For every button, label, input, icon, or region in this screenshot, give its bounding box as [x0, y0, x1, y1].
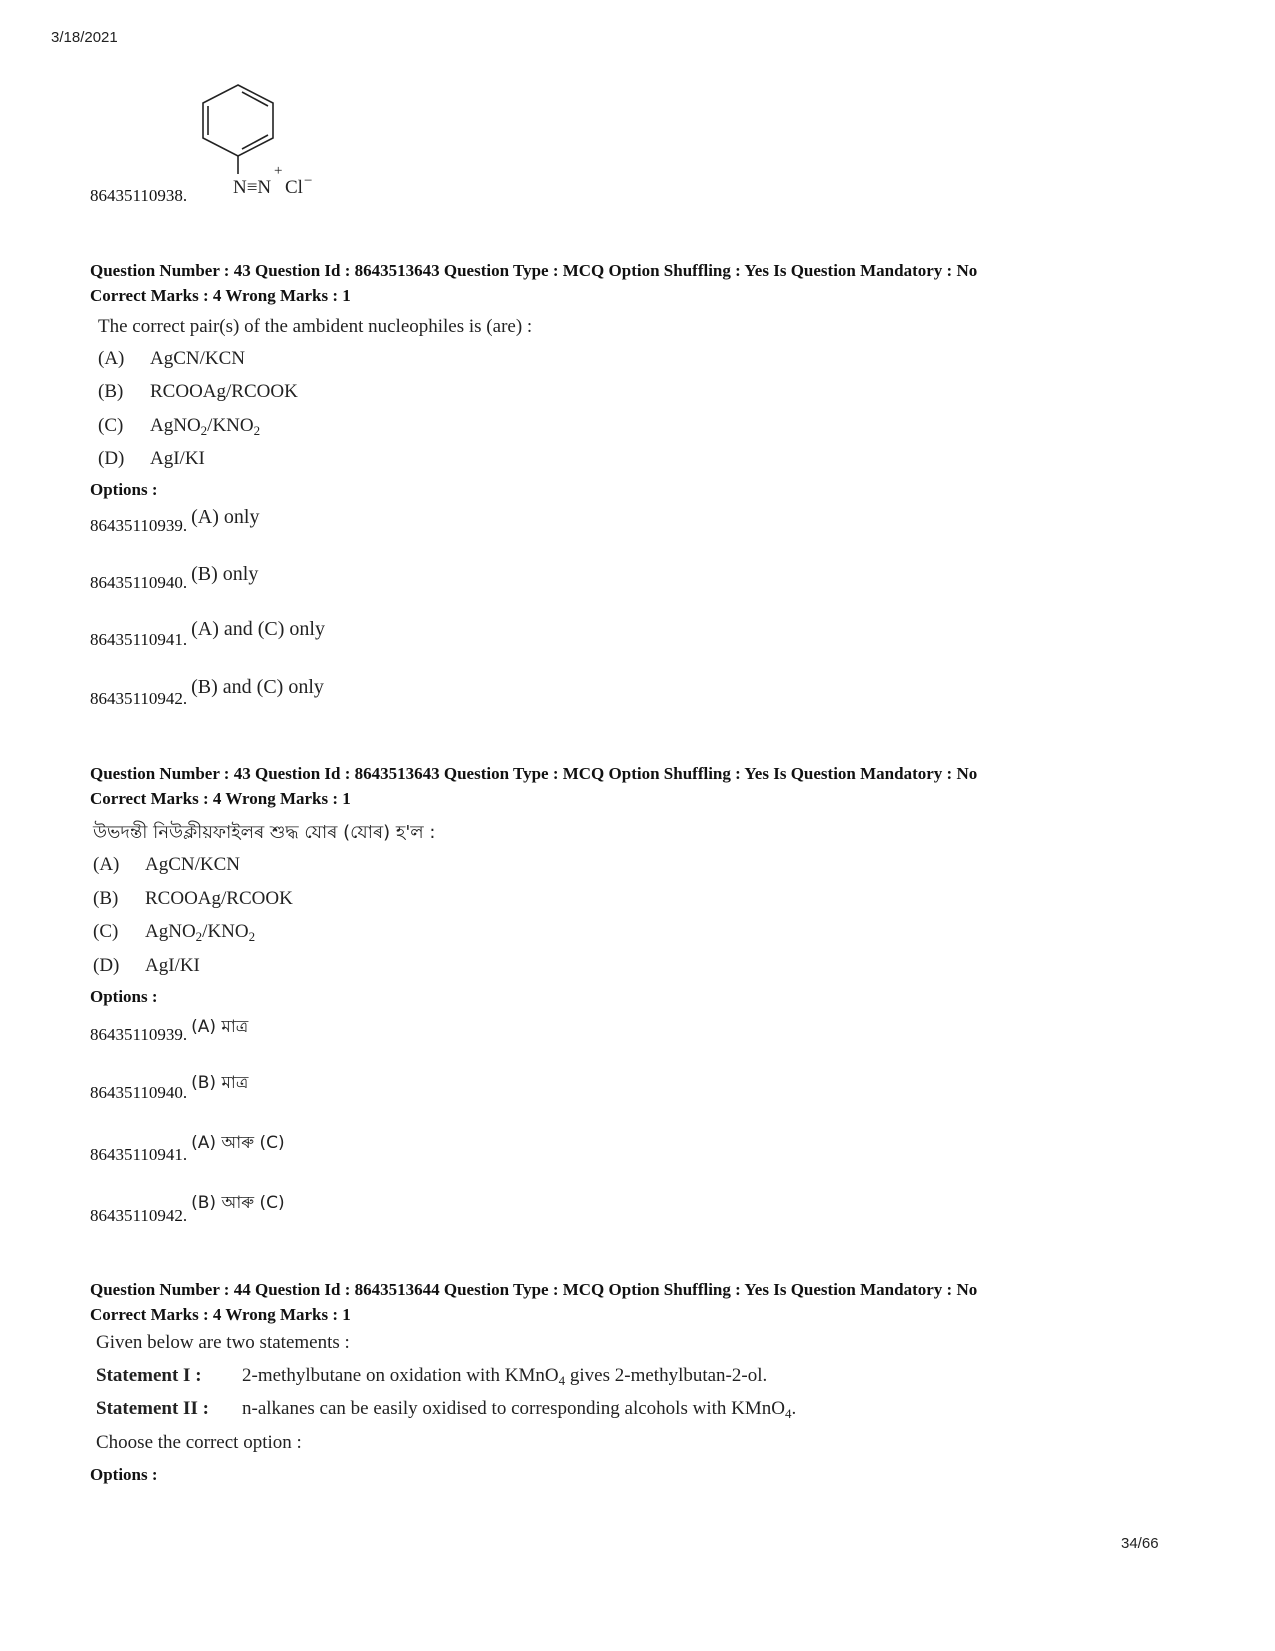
statement-label: Statement II :: [96, 1398, 209, 1419]
charge-minus: −: [304, 173, 313, 189]
q1-meta-line2: Correct Marks : 4 Wrong Marks : 1: [90, 286, 351, 305]
choice-text: AgI/KI: [145, 955, 200, 976]
q2-option-3[interactable]: [90, 1130, 285, 1164]
benzene-ring: [203, 85, 273, 174]
q2-question-text: উভদন্তী নিউক্লীয়ফাইলৰ শুদ্ধ যোৰ (যোৰ) হ'ল :: [93, 822, 436, 843]
option-id: 86435110939.: [90, 516, 188, 535]
q2-meta-line1: Question Number : 43 Question Id : 8643513643 Question Type : MCQ Option Shuffling : Yes Is Question Mandatory : No: [90, 764, 978, 783]
choice-label: (C): [98, 415, 124, 436]
q2-choice-d: [93, 955, 200, 977]
option-id: 86435110942.: [90, 689, 188, 708]
q1-choice-d: [98, 448, 205, 470]
choice-text: AgCN/KCN: [145, 854, 241, 875]
q2-option-1[interactable]: [90, 1014, 248, 1042]
q2-choice-c: [93, 921, 255, 943]
q3-statement-2: [96, 1398, 796, 1420]
choice-label: (A): [93, 854, 120, 875]
option-id: 86435110941.: [90, 630, 188, 649]
q3-meta-line2: Correct Marks : 4 Wrong Marks : 1: [90, 1305, 351, 1324]
choice-text: AgI/KI: [150, 448, 205, 469]
option-text: (A) মাত্ৰ: [191, 1017, 249, 1037]
option-text: (B) মাত্ৰ: [191, 1073, 249, 1093]
choice-label: (D): [98, 448, 125, 469]
choice-label: (C): [93, 921, 119, 942]
option-text: (A) and (C) only: [191, 618, 325, 640]
option-id: 86435110942.: [90, 1206, 188, 1225]
q2-choice-a: [93, 854, 240, 876]
option-id: 86435110940.: [90, 1083, 188, 1102]
option-id: 86435110940.: [90, 573, 188, 592]
q3-options-label: Options :: [90, 1465, 158, 1484]
option-id: 86435110941.: [90, 1145, 188, 1164]
q1-question-text: The correct pair(s) of the ambident nucleophiles is (are) :: [98, 316, 533, 337]
q1-option-4[interactable]: [90, 676, 324, 708]
choice-label: (B): [98, 381, 124, 402]
q1-option-1[interactable]: [90, 506, 260, 535]
q1-option-3[interactable]: [90, 618, 325, 649]
q2-choice-b: [93, 888, 293, 910]
prev-option-id: 86435110938.: [90, 186, 188, 205]
charge-plus: +: [274, 163, 283, 179]
print-date: 3/18/2021: [51, 29, 118, 46]
statement-label: Statement I :: [96, 1365, 202, 1386]
q3-meta-line1: Question Number : 44 Question Id : 8643513644 Question Type : MCQ Option Shuffling : Yes Is Question Mandatory : No: [90, 1280, 978, 1299]
option-text: (B) আৰু (C): [191, 1193, 285, 1213]
choice-label: (B): [93, 888, 119, 909]
choice-label: (A): [98, 348, 125, 369]
diazonium-label: N≡N: [233, 177, 272, 198]
q1-meta-line1: Question Number : 43 Question Id : 8643513643 Question Type : MCQ Option Shuffling : Yes Is Question Mandatory : No: [90, 261, 978, 280]
choice-text: $AgNO_2/KNO_2$: [150, 415, 261, 438]
statement-text: n-alkanes can be easily oxidised to corresponding alcohols with KMnO$_4$.: [242, 1398, 797, 1421]
option-id: 86435110939.: [90, 1025, 188, 1044]
q1-option-2[interactable]: [90, 563, 259, 592]
choice-text: RCOOAg/RCOOK: [150, 381, 298, 402]
q2-options-label: Options :: [90, 987, 158, 1006]
q1-choice-c: [98, 415, 260, 437]
option-text: (B) and (C) only: [191, 676, 324, 698]
choice-text: RCOOAg/RCOOK: [145, 888, 293, 909]
statement-text: 2-methylbutane on oxidation with KMnO$_4$ gives 2-methylbutan-2-ol.: [242, 1365, 768, 1388]
q2-meta-line2: Correct Marks : 4 Wrong Marks : 1: [90, 789, 351, 808]
q1-choice-b: [98, 381, 298, 403]
benzenediazonium-chloride-structure: [195, 80, 325, 200]
option-text: (B) only: [191, 563, 259, 585]
page-number: 34/66: [1121, 1535, 1159, 1552]
q3-intro: Given below are two statements :: [96, 1332, 350, 1353]
choice-text: $AgNO_2/KNO_2$: [145, 921, 256, 944]
q1-options-label: Options :: [90, 480, 158, 499]
choice-text: AgCN/KCN: [150, 348, 246, 369]
chloride-label: Cl: [285, 177, 303, 198]
q2-option-4[interactable]: [90, 1190, 285, 1225]
q2-option-2[interactable]: [90, 1070, 249, 1102]
q3-prompt: Choose the correct option :: [96, 1432, 302, 1453]
q3-statement-1: [96, 1365, 767, 1387]
option-text: (A) আৰু (C): [191, 1133, 285, 1153]
option-text: (A) only: [191, 506, 260, 528]
q1-choice-a: [98, 348, 245, 370]
choice-label: (D): [93, 955, 120, 976]
